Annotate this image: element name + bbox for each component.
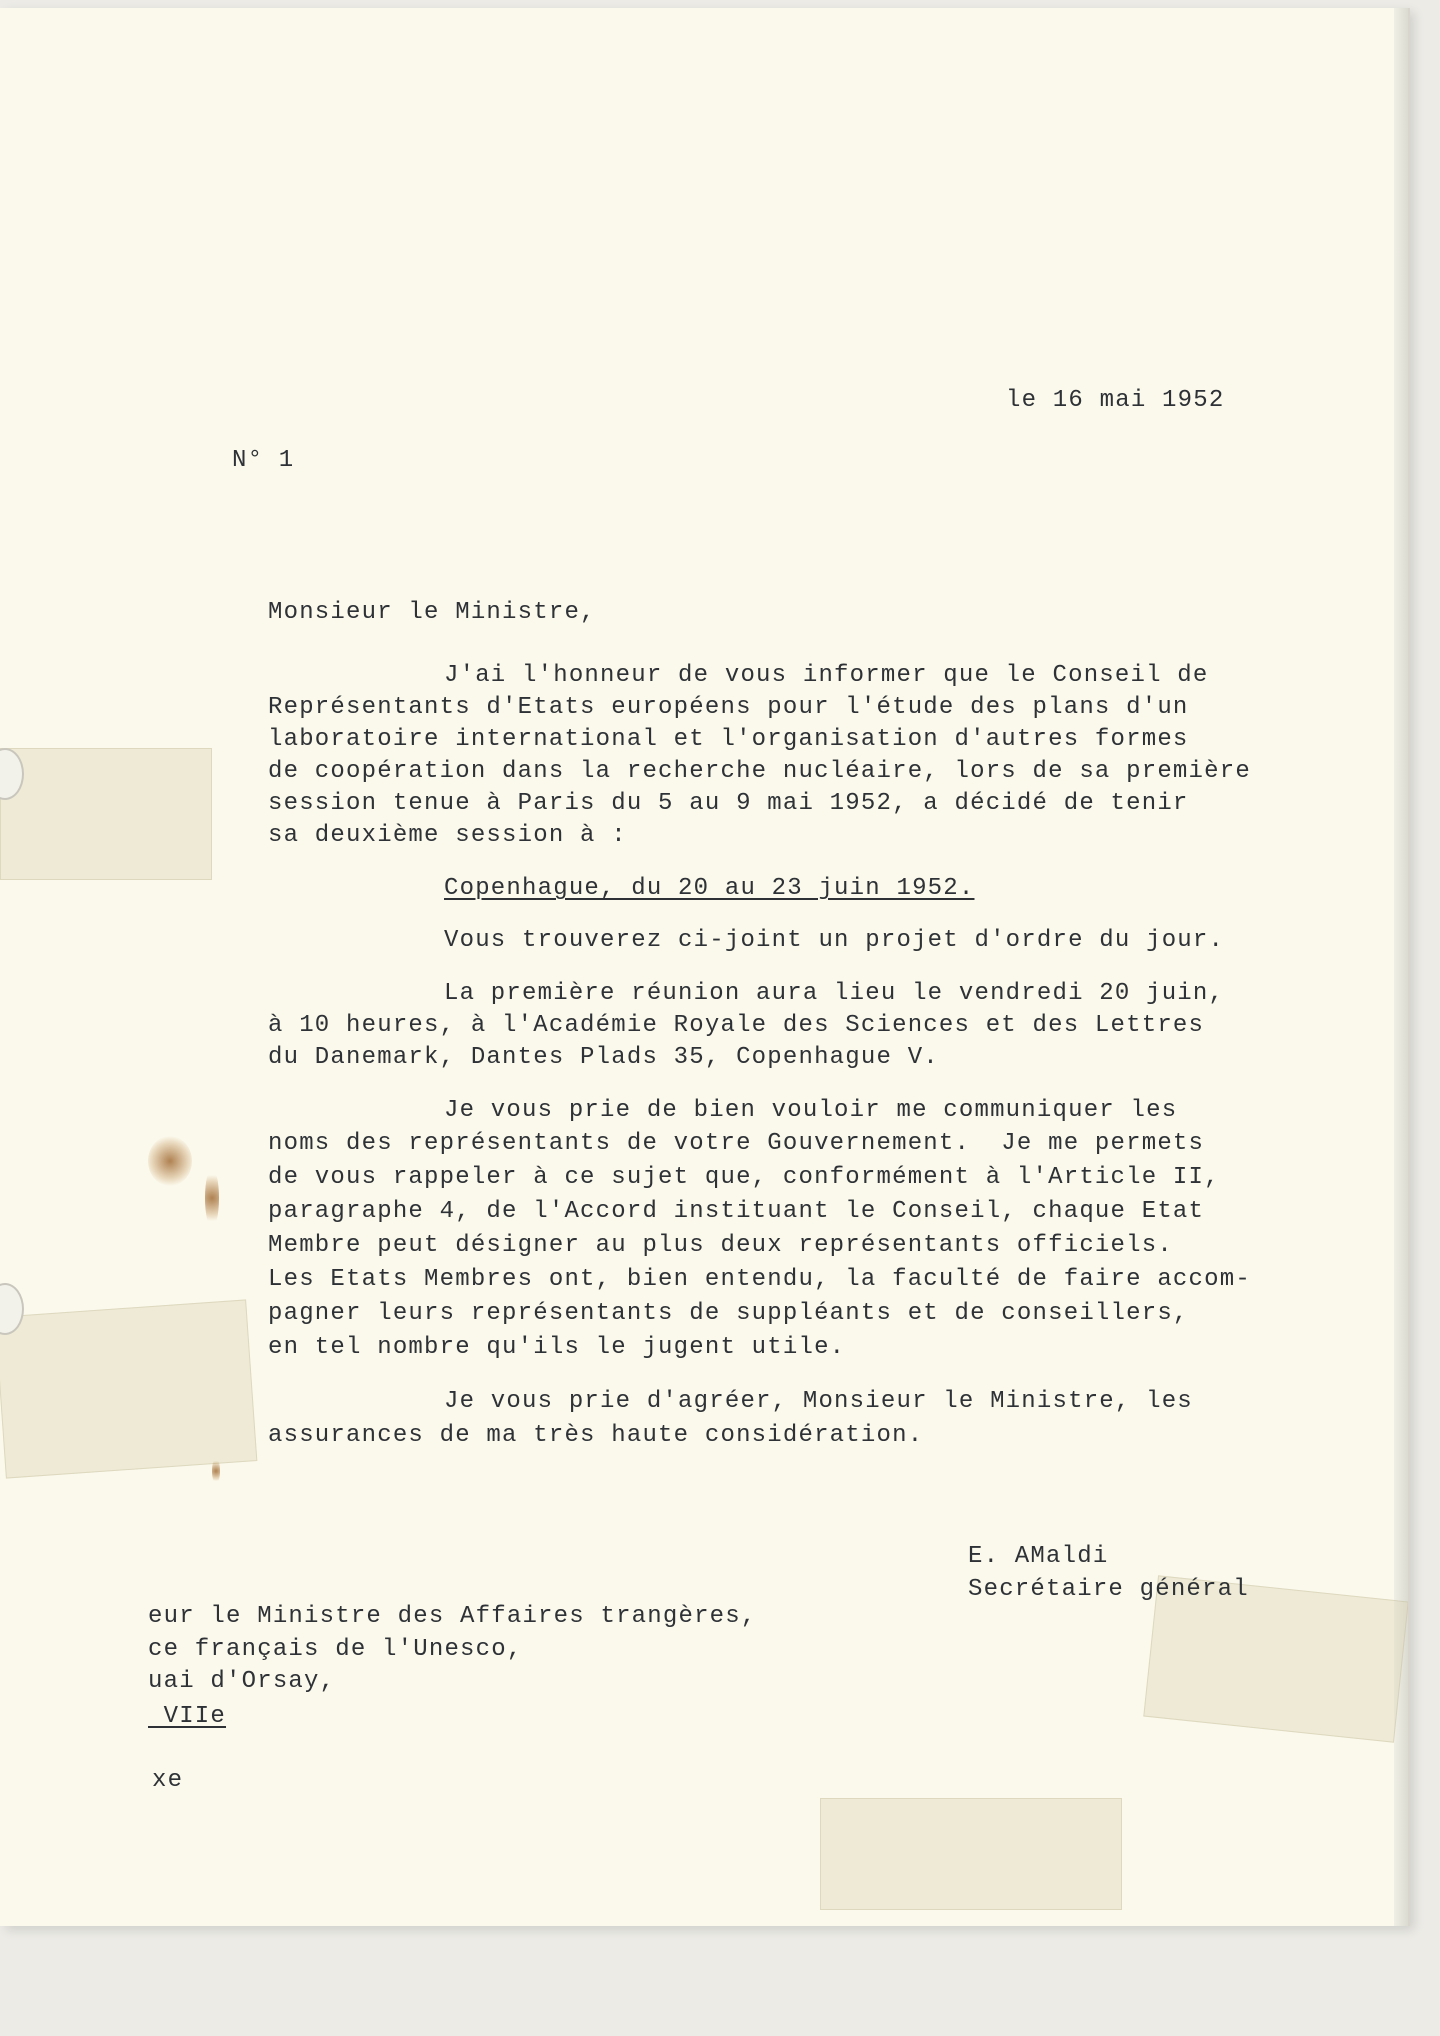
paragraph-line: session tenue à Paris du 5 au 9 mai 1952, a décidé de tenir <box>268 790 1189 817</box>
tape-strip <box>0 1299 257 1478</box>
agenda-note: Vous trouverez ci-joint un projet d'ordre du jour. <box>444 927 1225 954</box>
paragraph-line: pagner leurs représentants de suppléants et de conseillers, <box>268 1300 1189 1327</box>
closing-line: assurances de ma très haute considération. <box>268 1422 924 1449</box>
letter-sheet <box>0 8 1408 1926</box>
paragraph-line: La première réunion aura lieu le vendredi 20 juin, <box>444 980 1225 1007</box>
rust-stain <box>205 1168 219 1228</box>
meeting-venue: Copenhague, du 20 au 23 juin 1952. <box>444 875 975 902</box>
letter-reference: N° 1 <box>232 447 295 474</box>
rust-stain <box>148 1136 192 1186</box>
rust-stain <box>212 1458 220 1484</box>
paragraph-line: laboratoire international et l'organisation d'autres formes <box>268 726 1189 753</box>
tape-strip <box>0 748 212 880</box>
paragraph-line: en tel nombre qu'ils le jugent utile. <box>268 1334 846 1361</box>
salutation: Monsieur le Ministre, <box>268 599 596 626</box>
enclosure-note: xe <box>152 1767 184 1794</box>
paragraph-line: de vous rappeler à ce sujet que, conformément à l'Article II, <box>268 1164 1220 1191</box>
tape-strip <box>820 1798 1122 1910</box>
paragraph-line: Représentants d'Etats européens pour l'étude des plans d'un <box>268 694 1189 721</box>
paragraph-line: Les Etats Membres ont, bien entendu, la faculté de faire accom- <box>268 1266 1251 1293</box>
letter-date: le 16 mai 1952 <box>1006 387 1225 414</box>
recipient-line: eur le Ministre des Affaires trangères, <box>148 1603 757 1630</box>
recipient-line: uai d'Orsay, <box>148 1668 336 1695</box>
paragraph-line: Membre peut désigner au plus deux représentants officiels. <box>268 1232 1173 1259</box>
paragraph-line: Je vous prie de bien vouloir me communiquer les <box>444 1097 1178 1124</box>
paragraph-line: du Danemark, Dantes Plads 35, Copenhague V. <box>268 1044 939 1071</box>
recipient-line: VIIe <box>148 1703 227 1730</box>
paragraph-line: à 10 heures, à l'Académie Royale des Sciences et des Lettres <box>268 1012 1205 1039</box>
paragraph-line: J'ai l'honneur de vous informer que le Conseil de <box>444 662 1209 689</box>
paragraph-line: de coopération dans la recherche nucléaire, lors de sa première <box>268 758 1251 785</box>
recipient-line: ce français de l'Unesco, <box>148 1636 523 1663</box>
paragraph-line: noms des représentants de votre Gouvernement. Je me permets <box>268 1130 1205 1157</box>
signature-name: E. AMaldi <box>968 1543 1109 1570</box>
signature-title: Secrétaire général <box>968 1576 1249 1603</box>
paragraph-line: paragraphe 4, de l'Accord instituant le Conseil, chaque Etat <box>268 1198 1205 1225</box>
paragraph-line: sa deuxième session à : <box>268 822 627 849</box>
closing-line: Je vous prie d'agréer, Monsieur le Ministre, les <box>444 1388 1193 1415</box>
